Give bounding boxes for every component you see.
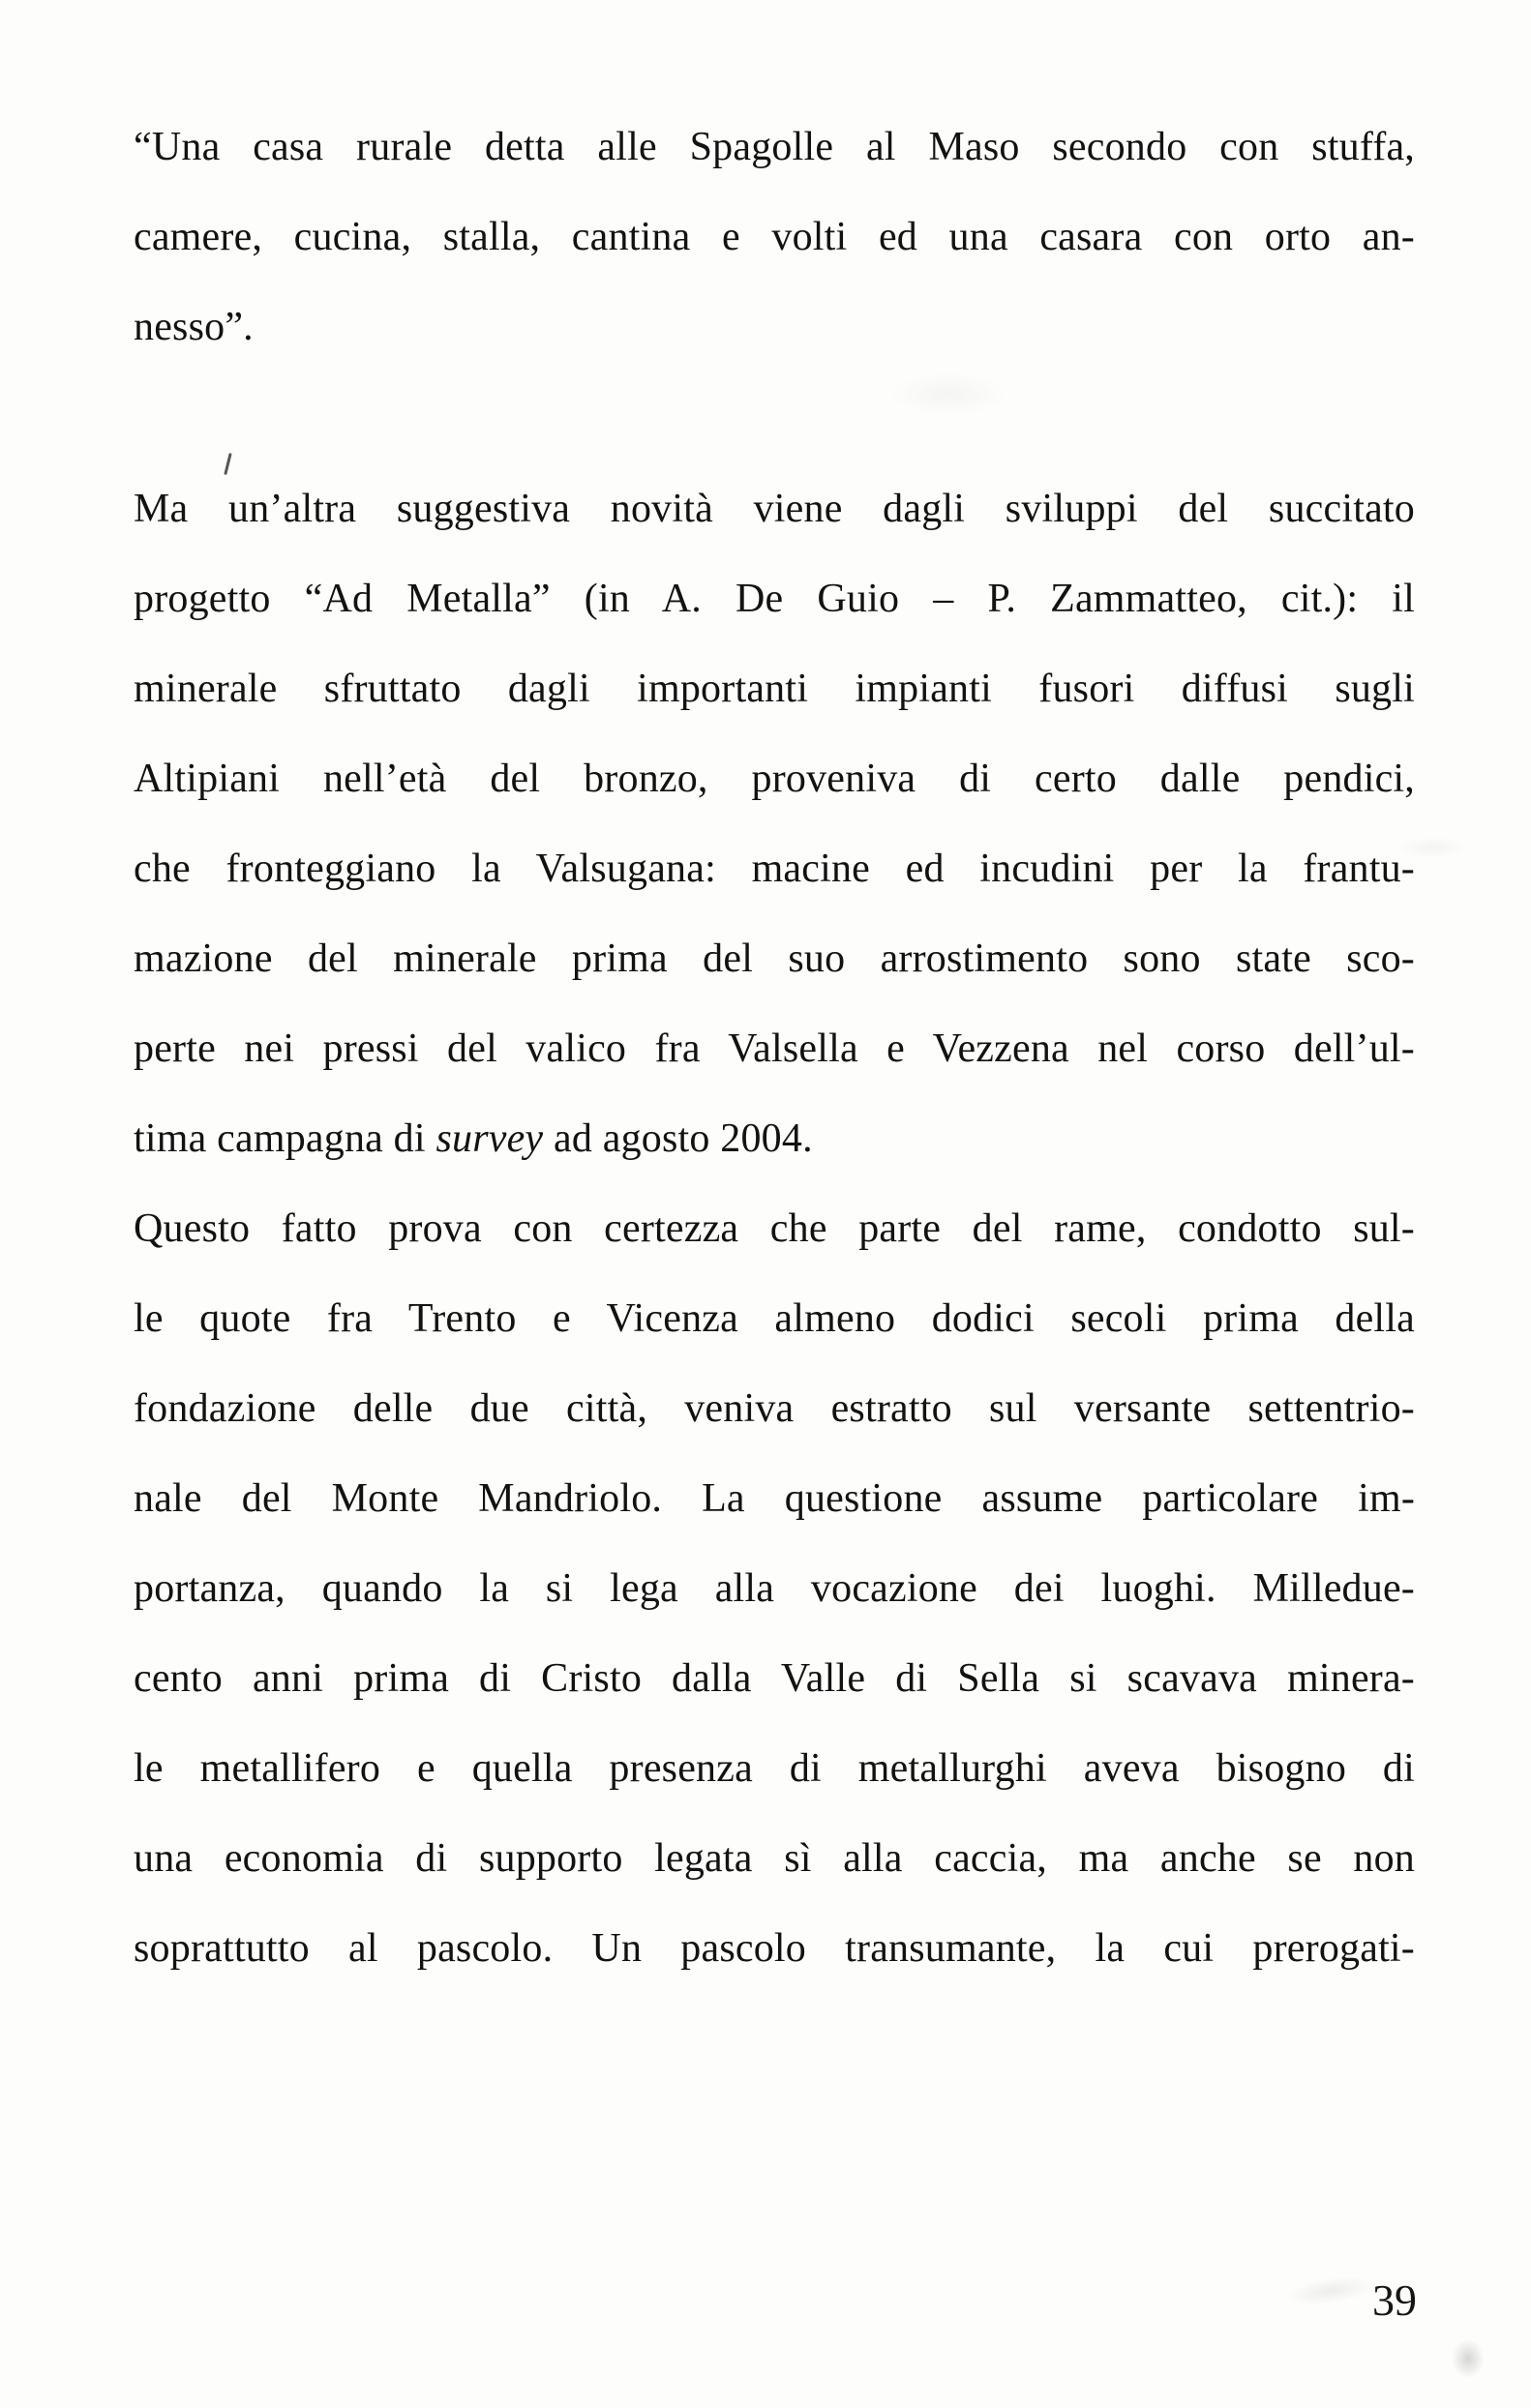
text-line: le quote fra Trento e Vicenza almeno dodici secoli prima della bbox=[134, 1296, 1415, 1341]
scan-smudge bbox=[890, 372, 1006, 416]
text-line: nale del Monte Mandriolo. La questione assume particolare im- bbox=[134, 1476, 1415, 1521]
text-line: perte nei pressi del valico fra Valsella e Vezzena nel corso dell’ul- bbox=[134, 1026, 1415, 1071]
text-line: progetto “Ad Metalla” (in A. De Guio – P. Zammatteo, cit.): il bbox=[134, 577, 1415, 621]
text-line: Questo fatto prova con certezza che parte del rame, condotto sul- bbox=[134, 1206, 1415, 1251]
text-segment: tima campagna di bbox=[134, 1116, 436, 1161]
text-line bbox=[134, 1094, 1415, 1184]
text-line: soprattutto al pascolo. Un pascolo transumante, la cui prerogati- bbox=[134, 1926, 1415, 1971]
italic-term: survey bbox=[435, 1116, 544, 1161]
text-line: camere, cucina, stalla, cantina e volti ed una casara con orto an- bbox=[134, 215, 1415, 259]
text-line: fondazione delle due città, veniva estratto sul versante settentrio- bbox=[134, 1386, 1415, 1431]
text-line: che fronteggiano la Valsugana: macine ed incudini per la frantu- bbox=[134, 847, 1415, 891]
body-paragraph-1 bbox=[134, 464, 1415, 1184]
scan-smudge bbox=[1286, 2273, 1376, 2309]
text-line: cento anni prima di Cristo dalla Valle di Sella si scavava minera- bbox=[134, 1656, 1415, 1701]
text-line: minerale sfruttato dagli importanti impianti fusori diffusi sugli bbox=[134, 667, 1415, 711]
text-block bbox=[134, 103, 1415, 1994]
text-line: portanza, quando la si lega alla vocazione dei luoghi. Milledue- bbox=[134, 1566, 1415, 1611]
text-line: una economia di supporto legata sì alla caccia, ma anche se non bbox=[134, 1836, 1415, 1881]
text-line: Altipiani nell’età del bronzo, proveniva di certo dalle pendici, bbox=[134, 757, 1415, 801]
scan-smudge bbox=[1452, 2339, 1485, 2378]
body-paragraph-2 bbox=[134, 1184, 1415, 1994]
text-line: nesso”. bbox=[134, 305, 254, 349]
text-line: Ma un’altra suggestiva novità viene dagli sviluppi del succitato bbox=[134, 487, 1415, 531]
quote-paragraph bbox=[134, 103, 1415, 372]
text-segment: ad agosto 2004. bbox=[543, 1116, 813, 1161]
text-line: mazione del minerale prima del suo arrostimento sono state sco- bbox=[134, 936, 1415, 981]
text-line: le metallifero e quella presenza di metallurghi aveva bisogno di bbox=[134, 1746, 1415, 1791]
page-number: 39 bbox=[1372, 2275, 1417, 2325]
text-line: “Una casa rurale detta alle Spagolle al Maso secondo con stuffa, bbox=[134, 125, 1415, 169]
scan-smudge bbox=[1398, 837, 1466, 858]
